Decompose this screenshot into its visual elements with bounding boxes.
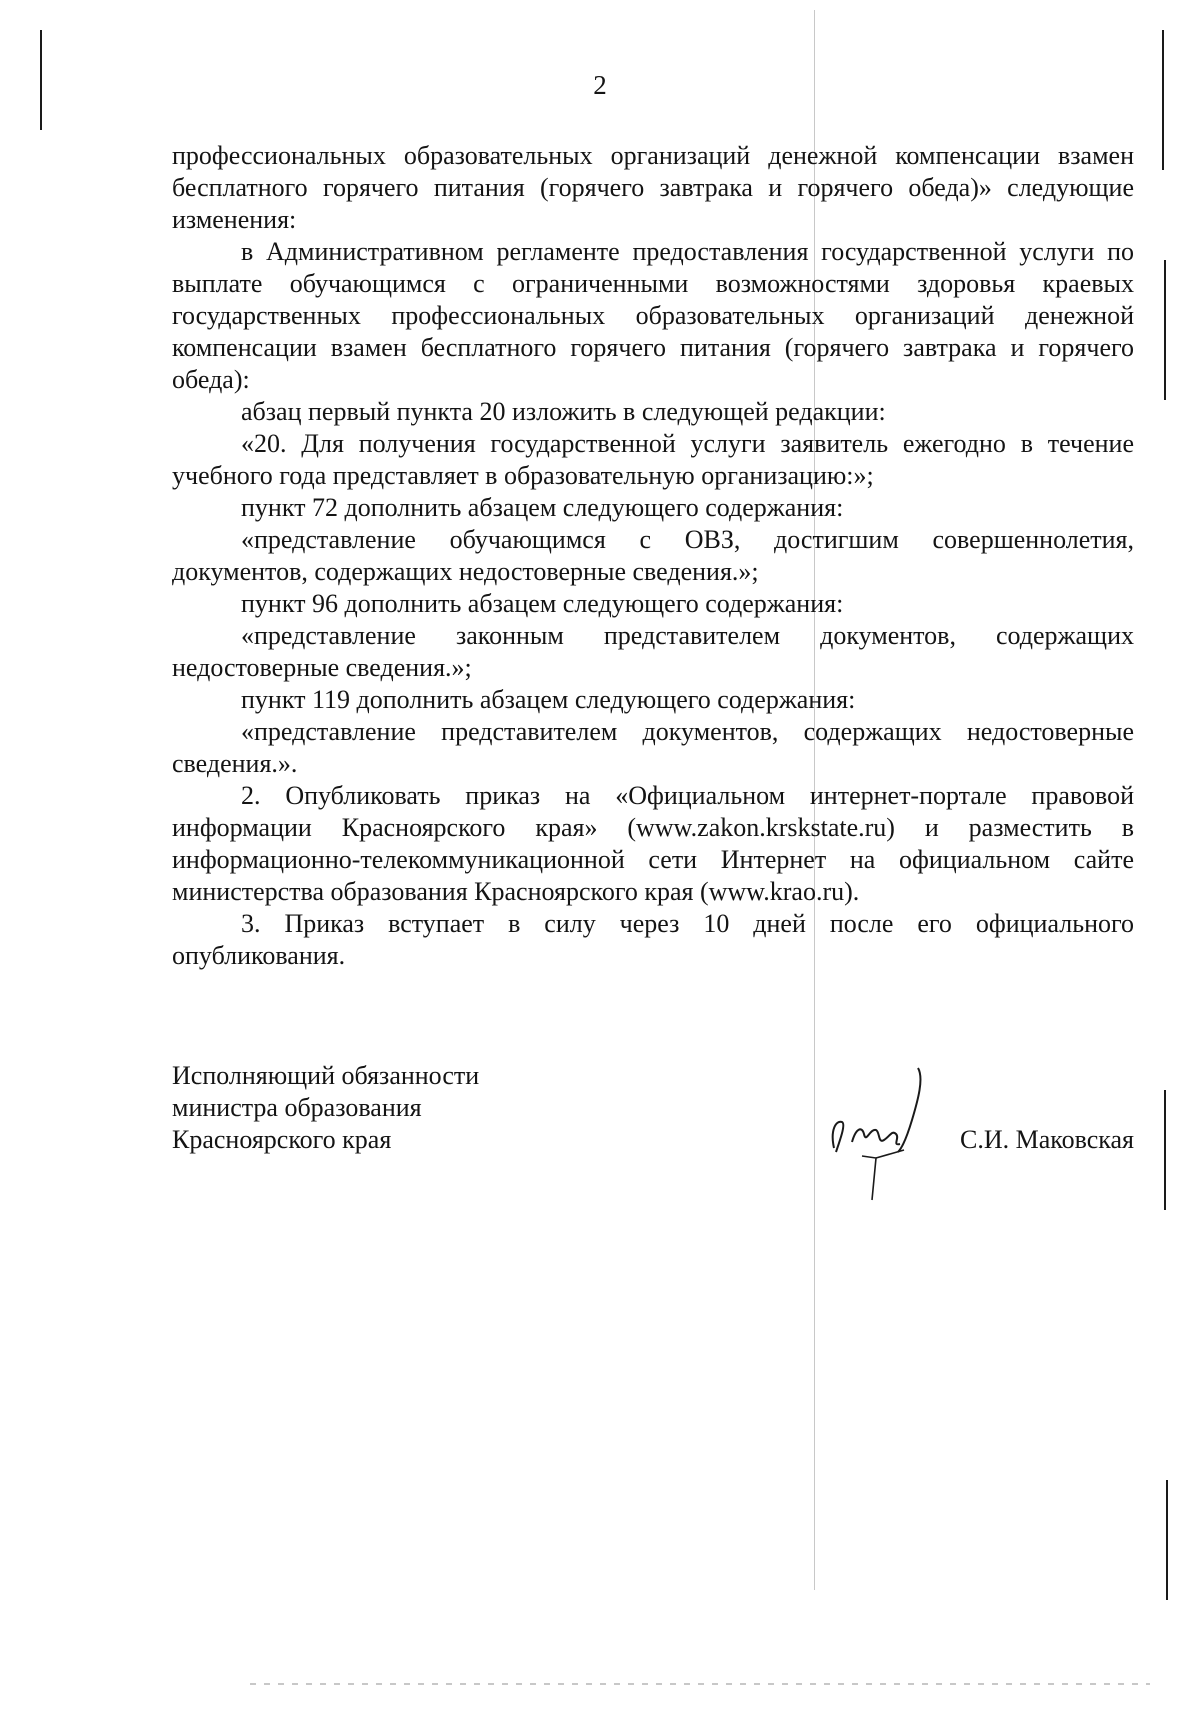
paragraph: пункт 72 дополнить абзацем следующего содержания: <box>241 493 844 522</box>
paragraph: в Административном регламенте предоставления государственной услуги по выплате обучающимся с ограниченными возможностями здоровья краевых государственных профессиональных образовательных организаций денежной компенсации взамен бесплатного горячего питания (горячего завтрака и горячего обеда): <box>172 237 1134 394</box>
paragraph: пункт 96 дополнить абзацем следующего содержания: <box>241 589 844 618</box>
paragraph: 3. Приказ вступает в силу через 10 дней после его официального опубликования. <box>172 909 1134 970</box>
paragraph: «представление законным представителем документов, содержащих недостоверные сведения.»; <box>172 621 1134 682</box>
document-body <box>172 140 1134 972</box>
signature-block <box>172 1060 1134 1200</box>
signer-title-line: Исполняющий обязанности <box>172 1061 480 1090</box>
scan-edge-mark <box>1166 1480 1168 1600</box>
paragraph: абзац первый пункта 20 изложить в следующей редакции: <box>241 397 886 426</box>
paragraph: 2. Опубликовать приказ на «Официальном интернет-портале правовой информации Красноярского края» (www.zakon.krskstate.ru) и разместить в информационно-телекоммуникационной сети Интернет на официальном сайте министерства образования Красноярского края (www.krao.ru). <box>172 781 1134 906</box>
paragraph: пункт 119 дополнить абзацем следующего содержания: <box>241 685 856 714</box>
scan-noise <box>250 1683 1150 1685</box>
paragraph: «20. Для получения государственной услуги заявитель ежегодно в течение учебного года представляет в образовательную организацию:»; <box>172 429 1134 490</box>
paragraph: профессиональных образовательных организаций денежной компенсации взамен бесплатного горячего питания (горячего завтрака и горячего обеда)» следующие изменения: <box>172 141 1134 234</box>
scan-edge-mark <box>1164 260 1166 400</box>
handwritten-signature <box>822 1060 942 1210</box>
signer-name: С.И. Маковская <box>960 1125 1134 1154</box>
signer-title <box>172 1060 479 1156</box>
paragraph: «представление обучающимся с ОВЗ, достигшим совершеннолетия, документов, содержащих недостоверные сведения.»; <box>172 525 1134 586</box>
signer-title-line: министра образования <box>172 1093 422 1122</box>
page-number: 2 <box>593 70 607 100</box>
paragraph: «представление представителем документов, содержащих недостоверные сведения.». <box>172 717 1134 778</box>
scan-edge-mark <box>1164 1090 1166 1210</box>
signer-title-line: Красноярского края <box>172 1125 392 1154</box>
